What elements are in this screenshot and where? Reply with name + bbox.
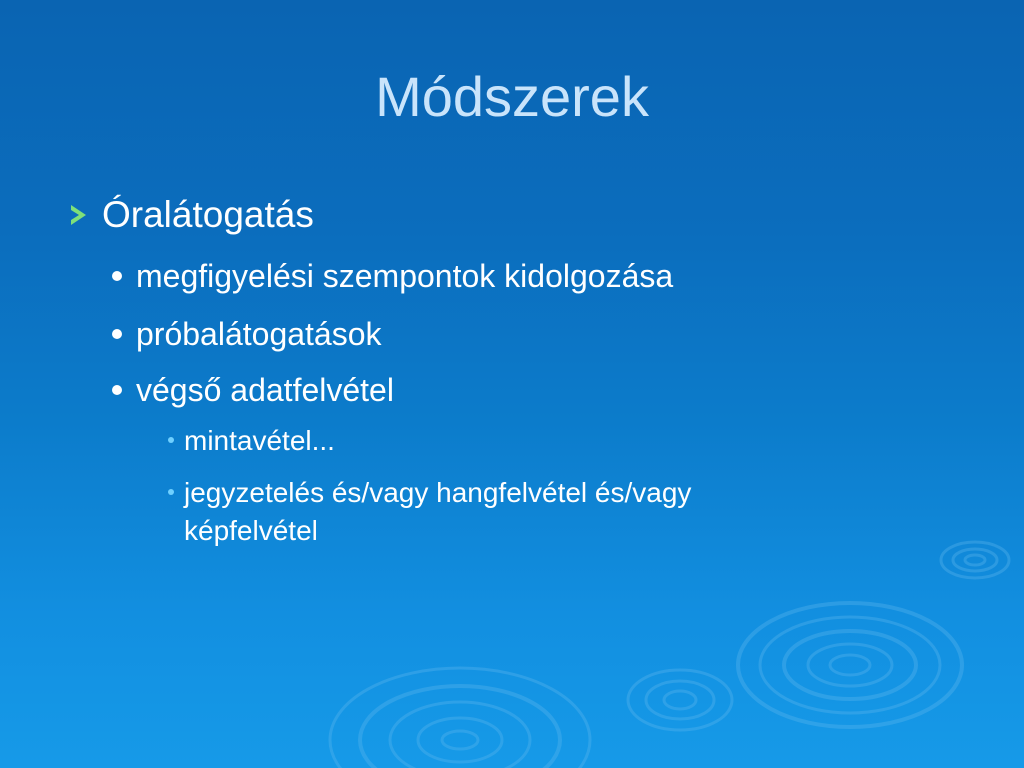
small-dot-bullet-icon: [168, 489, 174, 495]
bullet-label: próbalátogatások: [136, 316, 382, 352]
round-bullet-icon: [112, 271, 122, 281]
bullet-level2-probalatogatasok: [112, 312, 382, 356]
bullet-label: mintavétel...: [184, 425, 335, 456]
arrow-bullet-icon: [64, 201, 92, 229]
bullet-label: jegyzetelés és/vagy hangfelvétel és/vagy képfelvétel: [184, 477, 692, 546]
bullet-label: megfigyelési szempontok kidolgozása: [136, 258, 674, 294]
bullet-label: Óralátogatás: [102, 194, 314, 235]
round-bullet-icon: [112, 329, 122, 339]
bullet-level1-oralatogatas: [64, 191, 314, 239]
bullet-label: végső adatfelvétel: [136, 372, 394, 408]
bullet-level3-mintavetel: [168, 422, 828, 460]
bullet-level2-megfigyelesi-szempontok: [112, 254, 673, 298]
slide-title: Módszerek: [375, 65, 649, 128]
bullet-level2-vegso-adatfelvetel: [112, 368, 394, 412]
bullet-level3-jegyzeteles: [168, 474, 828, 550]
small-dot-bullet-icon: [168, 437, 174, 443]
round-bullet-icon: [112, 385, 122, 395]
